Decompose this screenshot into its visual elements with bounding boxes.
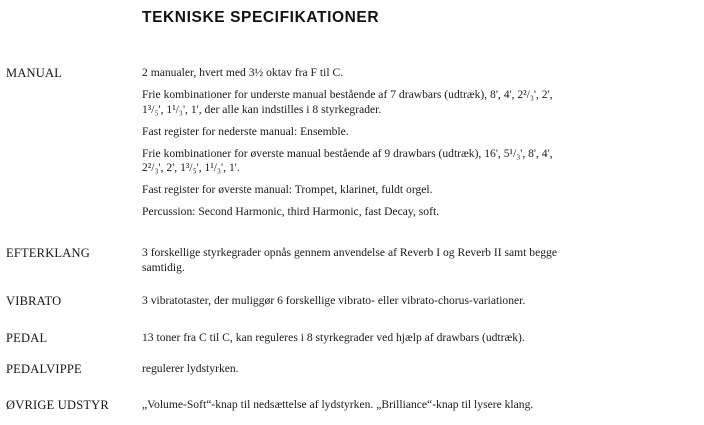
spec-paragraph [142, 331, 698, 346]
spec-line: „Volume-Soft“-knap til nedsættelse af lydstyrken. „Brilliance“-knap til lysere klang. [142, 398, 534, 411]
spec-paragraph [142, 294, 698, 309]
spec-label: PEDALVIPPE [6, 362, 82, 376]
spec-paragraph [142, 88, 698, 117]
spec-label: EFTERKLANG [6, 246, 90, 260]
spec-line: Percussion: Second Harmonic, third Harmonic, fast Decay, soft. [142, 205, 440, 218]
spec-line: Fast register for øverste manual: Trompet, klarinet, fuldt orgel. [142, 183, 433, 196]
spec-paragraph [142, 66, 698, 81]
spec-line: 13 toner fra C til C, kan reguleres i 8 styrkegrader ved hjælp af drawbars (udtræk). [142, 331, 525, 344]
spec-line: 3 forskellige styrkegrader opnås gennem anvendelse af Reverb I og Reverb II samt begge [142, 246, 557, 259]
spec-line: 3 vibratotaster, der muliggør 6 forskellige vibrato- eller vibrato-chorus-variationer. [142, 294, 526, 307]
spec-content [142, 331, 698, 353]
spec-paragraph [142, 205, 698, 220]
spec-line: Frie kombinationer for øverste manual bestående af 9 drawbars (udtræk), 16', 5¹/₃', 8', 4', [142, 146, 553, 160]
spec-paragraph [142, 246, 698, 275]
spec-content [142, 362, 698, 384]
spec-label: ØVRIGE UDSTYR [6, 398, 109, 412]
spec-paragraph [142, 125, 698, 140]
spec-paragraph [142, 362, 698, 377]
spec-line: regulerer lydstyrken. [142, 362, 239, 375]
spec-line: Fast register for nederste manual: Ensemble. [142, 124, 349, 138]
spec-content [142, 246, 698, 283]
spec-line: 2 manualer, hvert med 3½ oktav fra F til C. [142, 66, 344, 79]
spec-line: 2²/₃', 2', 1³/₅', 1¹/₃', 1'. [142, 161, 240, 174]
page-title: TEKNISKE SPECIFIKATIONER [142, 9, 380, 26]
spec-label: MANUAL [6, 66, 63, 80]
spec-content [142, 294, 698, 316]
spec-label: PEDAL [6, 331, 48, 345]
spec-line: samtidig. [142, 260, 185, 274]
spec-line: Frie kombinationer for underste manual bestående af 7 drawbars (udtræk), 8', 4', 2²/₃', 2', [142, 88, 553, 101]
spec-paragraph [142, 398, 698, 413]
spec-line: 1³/₅', 1¹/₃', 1', der alle kan indstilles i 8 styrkegrader. [142, 102, 382, 116]
spec-paragraph [142, 147, 698, 176]
spec-paragraph [142, 183, 698, 198]
spec-label: VIBRATO [6, 294, 62, 308]
spec-content [142, 66, 698, 227]
spec-content [142, 398, 698, 420]
